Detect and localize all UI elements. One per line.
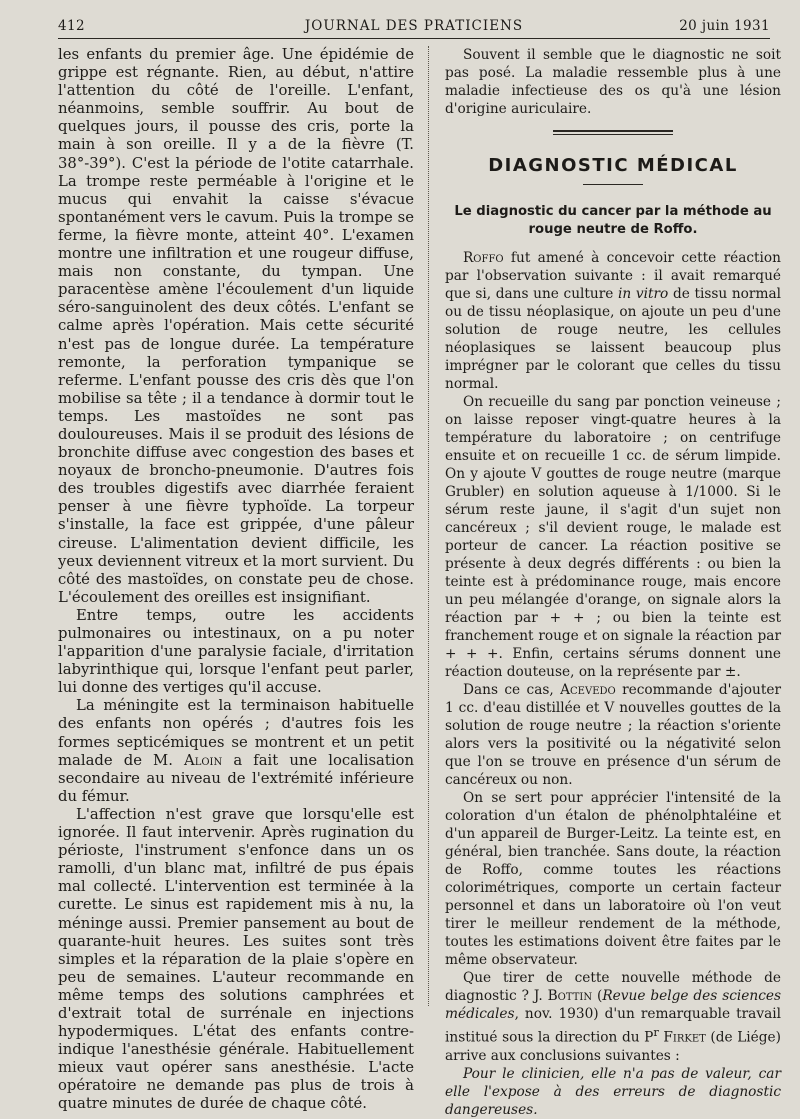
- text-run: (: [592, 988, 603, 1004]
- author-name: Roffo: [463, 250, 504, 266]
- paragraph: L'affection n'est grave que lorsqu'elle est ignorée. Il faut intervenir. Après rugination du périoste, l'instrument s'enfonce dans un os ramolli, d'un blanc mat, infiltré de pus épais mal collecté. L'intervention est terminée à la curette. Le sinus est rapidement mis à nu, la méninge aussi. Premier pansement au bout de quarante-huit heures. Les suites sont très simples et la réparation de la plaie s'opère en peu de semaines. L'auteur recommande en même temps des solutions camphrées et d'extrait total de surrénale en injections hypodermiques. L'état des enfants contre-indique l'anesthésie générale. Habituellement mieux vaut opérer sans anesthésie. L'acte opératoire ne demande pas plus de trois à quatre minutes de durée de chaque côté.: [58, 805, 414, 1113]
- text-run: (de Liége) arrive aux conclusions suivantes :: [445, 1029, 781, 1064]
- author-name: Aloin: [184, 751, 223, 769]
- paragraph: [445, 249, 781, 393]
- journal-title: JOURNAL DES PRATICIENS: [304, 18, 524, 34]
- author-name: Bottin: [547, 988, 593, 1004]
- text-run: Que tirer de cette nouvelle méthode de diagnostic ? J.: [445, 970, 781, 1004]
- text-run: La méningite est la terminaison habituelle des enfants non opérés ; d'autres fois les formes septicémiques se montrent et un petit malade de M.: [58, 697, 414, 769]
- italic-text: Pour le clinicien, elle n'a pas de valeur, car elle l'expose à des erreurs de diagnostic dangereuses.: [445, 1065, 781, 1118]
- text-run: de tissu normal ou de tissu néoplasique, on ajoute un peu d'une solution de rouge neutre, les cellules néoplasiques se laissent beaucoup plus imprégner par le colorant que celles du tissu normal.: [445, 286, 781, 392]
- superscript: r: [653, 1025, 659, 1039]
- paragraph: [445, 969, 781, 1065]
- paragraph: Entre temps, outre les accidents pulmonaires ou intestinaux, on a pu noter l'apparition d'une paralysie faciale, d'irritation labyrinthique qui, lorsque l'enfant peut parler, lui donne des vertiges qu'il accuse.: [58, 606, 414, 697]
- author-name: Acevedo: [560, 682, 616, 698]
- header-rule: [58, 38, 770, 39]
- paragraph: [58, 697, 414, 806]
- text-run: recommande d'ajouter 1 cc. d'eau distillée et V nouvelles gouttes de la solution de rouge neutre ; la réaction s'oriente alors vers la positivité ou la négativité selon que l'on se trouve en présence d'un sérum de cancéreux ou non.: [445, 682, 781, 788]
- italic-text: in vitro: [618, 286, 669, 302]
- running-header: [58, 14, 770, 36]
- paragraph: Souvent il semble que le diagnostic ne soit pas posé. La maladie ressemble plus à une maladie infectieuse des os qu'à une lésion d'origine auriculaire.: [445, 47, 781, 117]
- text-run: , nov. 1930) d'un remarquable travail institué sous la direction du P: [445, 1006, 781, 1046]
- title-rule: [583, 184, 643, 185]
- author-name: Firket: [658, 1029, 706, 1046]
- italic-text: Revue belge des sciences médicales: [445, 988, 781, 1022]
- paragraph: On se sert pour apprécier l'intensité de la coloration d'un étalon de phénolphtaléine et d'un appareil de Burger-Leitz. La teinte est, en général, bien tranchée. Sans doute, la réaction de Roffo, comme toutes les réactions colorimétriques, comporte un certain facteur personnel et dans un laboratoire où l'on veut tirer le meilleur rendement de la méthode, toutes les estimations doivent être faites par le même observateur.: [445, 790, 781, 968]
- right-column: [445, 46, 781, 1118]
- decorative-rule: [553, 130, 673, 135]
- text-run: a fait une localisation secondaire au niveau de l'extrémité inférieure du fémur.: [58, 751, 414, 805]
- issue-date: 20 juin 1931: [679, 18, 770, 34]
- section-title: DIAGNOSTIC MÉDICAL: [488, 155, 738, 176]
- page-number: 412: [58, 18, 85, 34]
- text-run: Dans ce cas,: [463, 682, 561, 698]
- text-run: fut amené à concevoir cette réaction par l'observation suivante : il avait remarqué que si, dans une culture: [445, 250, 781, 302]
- left-column: [58, 46, 414, 1113]
- paragraph: les enfants du premier âge. Une épidémie de grippe est régnante. Rien, au début, n'attire l'attention du côté de l'oreille. L'enfant, néanmoins, semble souffrir. Au bout de quelques jours, il pousse des cris, porte la main à son oreille. Il y a de la fièvre (T. 38°-39°). C'est la période de l'otite catarrhale. La trompe reste perméable à l'origine et le mucus qui envahit la caisse s'évacue spontanément vers le cavum. Puis la trompe se ferme, la fièvre monte, atteint 40°. L'examen montre une infiltration et une rougeur diffuse, mais non constante, du tympan. Une paracentèse amène l'écoulement d'un liquide séro-sanguinolent des deux côtés. L'enfant se calme après l'opération. Mais cette sécurité n'est pas de longue durée. La température remonte, la perforation tympanique se referme. L'enfant pousse des cris dès que l'on mobilise sa tête ; il a tendance à dormir tout le temps. Les mastoïdes ne sont pas douloureuses. Mais il se produit des lésions de bronchite diffuse avec congestion des bases et noyaux de broncho-pneumonie. D'autres fois des troubles digestifs avec diarrhée feraient penser à une fièvre typhoïde. La torpeur s'installe, la face est grippée, d'une pâleur cireuse. L'alimentation devient difficile, les yeux deviennent vitreux et la mort survient. Du côté des mastoïdes, on constate peu de chose. L'écoulement des oreilles est insignifiant.: [58, 46, 414, 606]
- paragraph: [445, 681, 781, 789]
- column-separator: [428, 46, 429, 1006]
- article-title: Le diagnostic du cancer par la méthode au rouge neutre de Roffo.: [454, 204, 772, 237]
- paragraph: On recueille du sang par ponction veineuse ; on laisse reposer vingt-quatre heures à la température du laboratoire ; on centrifuge ensuite et on recueille 1 cc. de sérum limpide. On y ajoute V gouttes de rouge neutre (marque Grubler) en solution aqueuse à 1/1000. Si le sérum reste jaune, il s'agit d'un sujet non cancéreux ; s'il devient rouge, le malade est porteur de cancer. La réaction positive se présente à deux degrés différents : ou bien la teinte est à prédominance rouge, mais encore un peu mélangée d'orange, on signale alors la réaction par + + ; ou bien la teinte est franchement rouge et on signale la réaction par + + +. Enfin, certains sérums donnent une réaction douteuse, on la représente par ±.: [445, 394, 781, 680]
